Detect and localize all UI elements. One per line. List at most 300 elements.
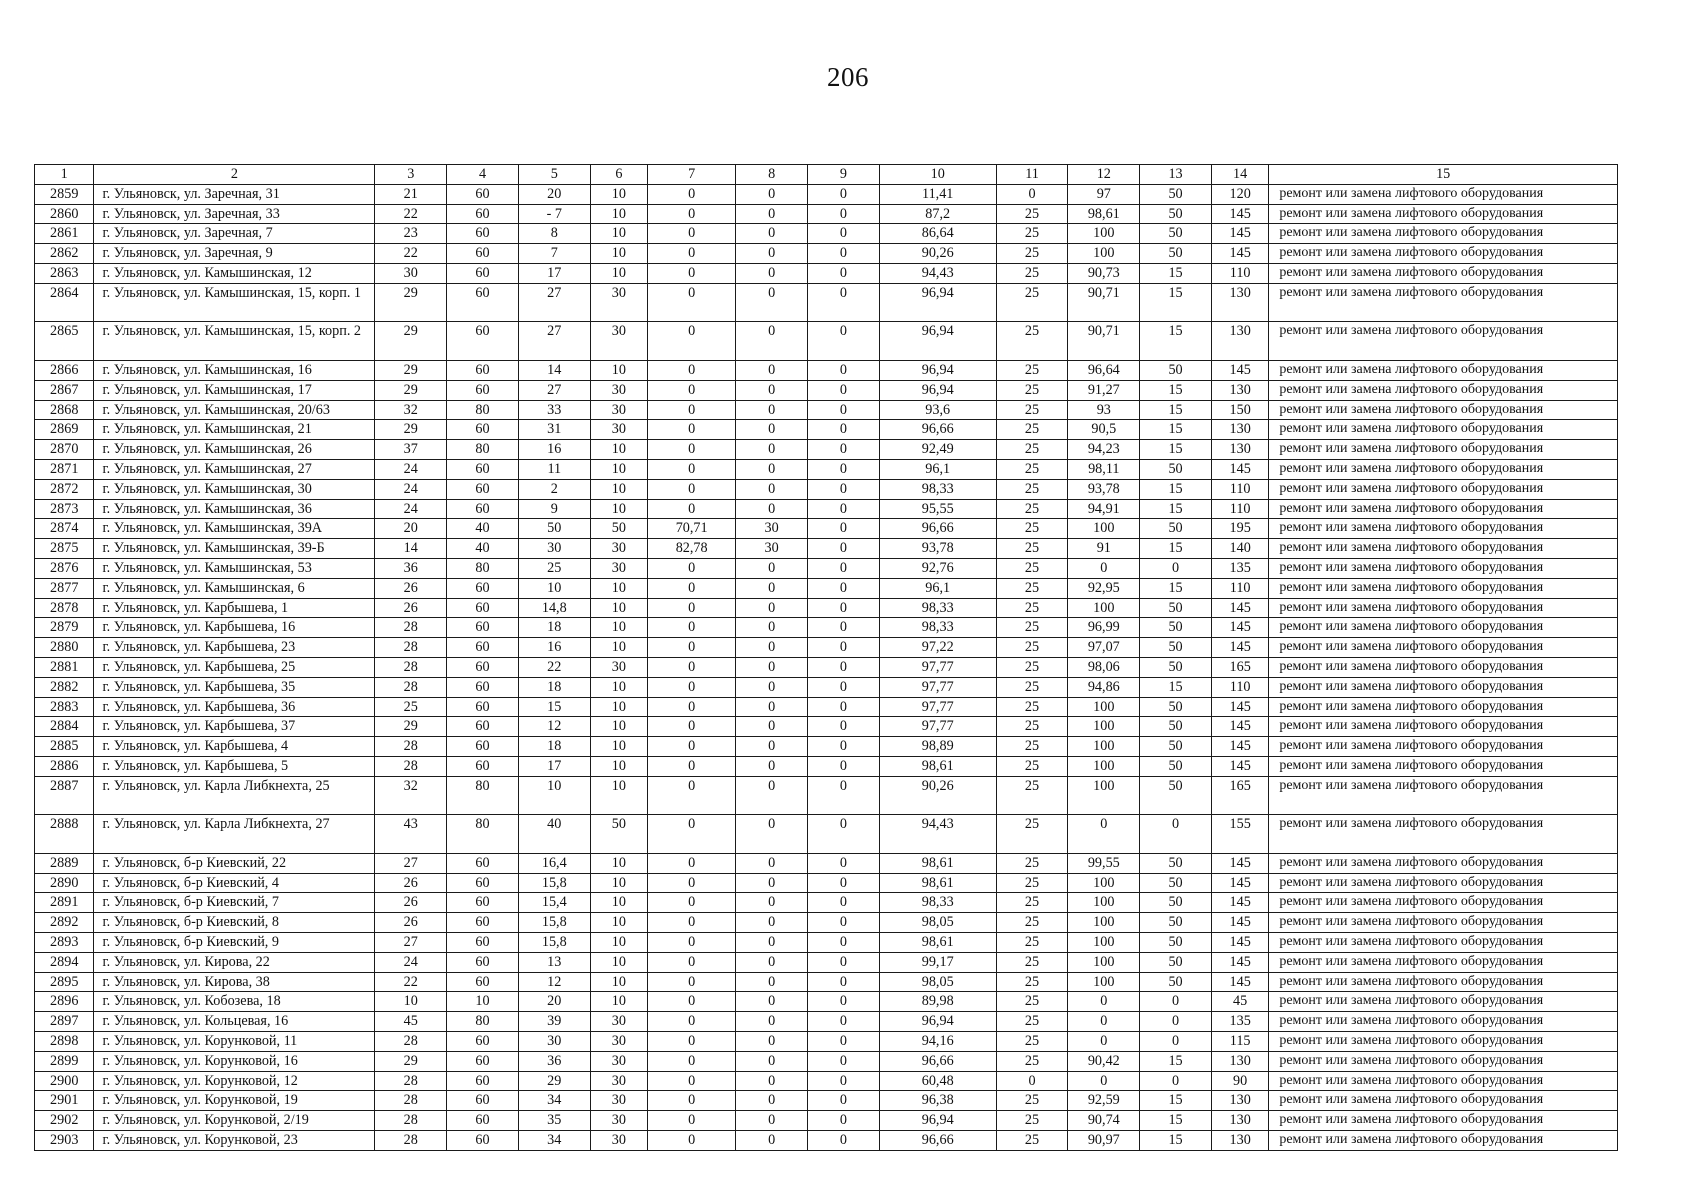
value-cell: 110	[1211, 578, 1268, 598]
address-cell: г. Ульяновск, ул. Карбышева, 1	[94, 598, 375, 618]
value-cell: 94,86	[1068, 677, 1140, 697]
value-cell: 25	[996, 1131, 1068, 1151]
value-cell: 0	[808, 992, 880, 1012]
value-cell: 0	[808, 1012, 880, 1032]
value-cell: 130	[1211, 440, 1268, 460]
value-cell: 0	[648, 853, 736, 873]
value-cell: 10	[590, 677, 647, 697]
row-number-cell: 2894	[35, 952, 94, 972]
value-cell: 145	[1211, 933, 1268, 953]
value-cell: 30	[590, 400, 647, 420]
value-cell: 10	[590, 893, 647, 913]
address-cell: г. Ульяновск, ул. Карбышева, 35	[94, 677, 375, 697]
address-cell: г. Ульяновск, ул. Корунковой, 12	[94, 1071, 375, 1091]
table-row	[35, 853, 1618, 873]
value-cell: 60,48	[879, 1071, 996, 1091]
address-cell: г. Ульяновск, ул. Камышинская, 27	[94, 459, 375, 479]
value-cell: 2	[518, 479, 590, 499]
value-cell: 0	[808, 558, 880, 578]
value-cell: 145	[1211, 717, 1268, 737]
work-type-cell: ремонт или замена лифтового оборудования	[1269, 479, 1618, 499]
work-type-cell: ремонт или замена лифтового оборудования	[1269, 1032, 1618, 1052]
value-cell: 0	[736, 598, 808, 618]
header-cell: 9	[808, 165, 880, 185]
value-cell: 10	[590, 638, 647, 658]
value-cell: 145	[1211, 459, 1268, 479]
value-cell: 28	[375, 618, 447, 638]
value-cell: 60	[447, 479, 519, 499]
value-cell: 110	[1211, 677, 1268, 697]
value-cell: 30	[590, 283, 647, 322]
value-cell: 0	[648, 815, 736, 854]
value-cell: 0	[648, 677, 736, 697]
value-cell: 26	[375, 873, 447, 893]
value-cell: 15	[1140, 479, 1212, 499]
value-cell: 10	[590, 598, 647, 618]
value-cell: 97,77	[879, 717, 996, 737]
work-type-cell: ремонт или замена лифтового оборудования	[1269, 420, 1618, 440]
value-cell: 120	[1211, 184, 1268, 204]
value-cell: 0	[736, 400, 808, 420]
value-cell: 30	[590, 1131, 647, 1151]
value-cell: 96,64	[1068, 360, 1140, 380]
address-cell: г. Ульяновск, ул. Карбышева, 37	[94, 717, 375, 737]
value-cell: 60	[447, 224, 519, 244]
value-cell: 60	[447, 873, 519, 893]
row-number-cell: 2876	[35, 558, 94, 578]
value-cell: 25	[996, 224, 1068, 244]
value-cell: 0	[808, 360, 880, 380]
value-cell: 97,22	[879, 638, 996, 658]
value-cell: 130	[1211, 380, 1268, 400]
value-cell: 40	[518, 815, 590, 854]
value-cell: 24	[375, 479, 447, 499]
work-type-cell: ремонт или замена лифтового оборудования	[1269, 558, 1618, 578]
value-cell: 0	[648, 697, 736, 717]
value-cell: 10	[518, 578, 590, 598]
value-cell: 90	[1211, 1071, 1268, 1091]
value-cell: 0	[1068, 815, 1140, 854]
value-cell: 0	[996, 1071, 1068, 1091]
header-cell: 11	[996, 165, 1068, 185]
value-cell: 28	[375, 638, 447, 658]
value-cell: 0	[808, 717, 880, 737]
value-cell: 96,66	[879, 420, 996, 440]
value-cell: 0	[736, 952, 808, 972]
value-cell: 93	[1068, 400, 1140, 420]
value-cell: 27	[375, 933, 447, 953]
table-row	[35, 479, 1618, 499]
value-cell: 26	[375, 578, 447, 598]
value-cell: 145	[1211, 244, 1268, 264]
value-cell: 0	[736, 578, 808, 598]
value-cell: 0	[736, 717, 808, 737]
value-cell: 34	[518, 1131, 590, 1151]
value-cell: 0	[648, 1012, 736, 1032]
value-cell: 96,1	[879, 459, 996, 479]
value-cell: 0	[736, 440, 808, 460]
value-cell: 28	[375, 1071, 447, 1091]
value-cell: 25	[996, 499, 1068, 519]
value-cell: 0	[736, 776, 808, 815]
address-cell: г. Ульяновск, ул. Кобозева, 18	[94, 992, 375, 1012]
value-cell: 96,1	[879, 578, 996, 598]
table-row	[35, 756, 1618, 776]
value-cell: 30	[736, 539, 808, 559]
value-cell: 25	[996, 873, 1068, 893]
table-row	[35, 697, 1618, 717]
value-cell: 145	[1211, 952, 1268, 972]
value-cell: 100	[1068, 913, 1140, 933]
work-type-cell: ремонт или замена лифтового оборудования	[1269, 400, 1618, 420]
value-cell: 100	[1068, 224, 1140, 244]
value-cell: 0	[808, 380, 880, 400]
value-cell: 94,43	[879, 815, 996, 854]
work-type-cell: ремонт или замена лифтового оборудования	[1269, 184, 1618, 204]
value-cell: 0	[736, 992, 808, 1012]
value-cell: 145	[1211, 360, 1268, 380]
value-cell: 24	[375, 499, 447, 519]
work-type-cell: ремонт или замена лифтового оборудования	[1269, 440, 1618, 460]
row-number-cell: 2880	[35, 638, 94, 658]
row-number-cell: 2867	[35, 380, 94, 400]
page-number: 206	[827, 62, 869, 92]
value-cell: 140	[1211, 539, 1268, 559]
value-cell: 0	[736, 677, 808, 697]
address-cell: г. Ульяновск, ул. Камышинская, 6	[94, 578, 375, 598]
work-type-cell: ремонт или замена лифтового оборудования	[1269, 204, 1618, 224]
table-row	[35, 380, 1618, 400]
address-cell: г. Ульяновск, ул. Камышинская, 15, корп. 1	[94, 283, 375, 322]
value-cell: 100	[1068, 972, 1140, 992]
value-cell: 50	[1140, 776, 1212, 815]
value-cell: 25	[996, 244, 1068, 264]
value-cell: 145	[1211, 972, 1268, 992]
value-cell: 0	[808, 893, 880, 913]
value-cell: 135	[1211, 1012, 1268, 1032]
value-cell: 33	[518, 400, 590, 420]
value-cell: 0	[736, 1012, 808, 1032]
value-cell: 50	[1140, 224, 1212, 244]
value-cell: 0	[736, 263, 808, 283]
value-cell: 24	[375, 952, 447, 972]
value-cell: 50	[518, 519, 590, 539]
address-cell: г. Ульяновск, ул. Корунковой, 2/19	[94, 1111, 375, 1131]
value-cell: 60	[447, 853, 519, 873]
value-cell: 92,95	[1068, 578, 1140, 598]
value-cell: 0	[648, 283, 736, 322]
value-cell: 145	[1211, 893, 1268, 913]
work-type-cell: ремонт или замена лифтового оборудования	[1269, 1012, 1618, 1032]
value-cell: 10	[590, 224, 647, 244]
value-cell: 50	[1140, 204, 1212, 224]
address-cell: г. Ульяновск, ул. Заречная, 33	[94, 204, 375, 224]
row-number-cell: 2900	[35, 1071, 94, 1091]
row-number-cell: 2875	[35, 539, 94, 559]
work-type-cell: ремонт или замена лифтового оборудования	[1269, 853, 1618, 873]
value-cell: 0	[736, 184, 808, 204]
value-cell: 25	[996, 539, 1068, 559]
value-cell: 60	[447, 283, 519, 322]
value-cell: 165	[1211, 776, 1268, 815]
work-type-cell: ремонт или замена лифтового оборудования	[1269, 598, 1618, 618]
value-cell: 50	[1140, 519, 1212, 539]
value-cell: 60	[447, 1032, 519, 1052]
work-type-cell: ремонт или замена лифтового оборудования	[1269, 952, 1618, 972]
value-cell: 25	[996, 578, 1068, 598]
value-cell: 0	[736, 1091, 808, 1111]
value-cell: 80	[447, 1012, 519, 1032]
row-number-cell: 2882	[35, 677, 94, 697]
value-cell: 25	[996, 400, 1068, 420]
row-number-cell: 2899	[35, 1051, 94, 1071]
value-cell: 30	[590, 657, 647, 677]
value-cell: 130	[1211, 1131, 1268, 1151]
value-cell: 30	[518, 1032, 590, 1052]
value-cell: 30	[590, 1071, 647, 1091]
value-cell: 50	[1140, 972, 1212, 992]
value-cell: 0	[808, 913, 880, 933]
value-cell: 96,94	[879, 380, 996, 400]
value-cell: 60	[447, 893, 519, 913]
value-cell: 10	[590, 737, 647, 757]
value-cell: 0	[736, 737, 808, 757]
row-number-cell: 2889	[35, 853, 94, 873]
value-cell: 98,33	[879, 618, 996, 638]
table-row	[35, 1051, 1618, 1071]
value-cell: 100	[1068, 717, 1140, 737]
value-cell: 22	[375, 204, 447, 224]
value-cell: 18	[518, 737, 590, 757]
value-cell: 60	[447, 952, 519, 972]
value-cell: 60	[447, 697, 519, 717]
value-cell: 145	[1211, 737, 1268, 757]
value-cell: 0	[648, 1091, 736, 1111]
value-cell: 0	[736, 913, 808, 933]
value-cell: 36	[375, 558, 447, 578]
value-cell: 0	[1068, 1012, 1140, 1032]
value-cell: 0	[648, 893, 736, 913]
value-cell: 91	[1068, 539, 1140, 559]
value-cell: 96,99	[1068, 618, 1140, 638]
value-cell: 15	[1140, 440, 1212, 460]
value-cell: 25	[996, 204, 1068, 224]
value-cell: 0	[736, 893, 808, 913]
address-cell: г. Ульяновск, б-р Киевский, 8	[94, 913, 375, 933]
value-cell: 0	[808, 539, 880, 559]
value-cell: 0	[808, 776, 880, 815]
value-cell: 15,4	[518, 893, 590, 913]
value-cell: 50	[1140, 638, 1212, 658]
value-cell: 15	[1140, 539, 1212, 559]
value-cell: 22	[375, 972, 447, 992]
value-cell: 90,74	[1068, 1111, 1140, 1131]
work-type-cell: ремонт или замена лифтового оборудования	[1269, 638, 1618, 658]
value-cell: 10	[590, 459, 647, 479]
value-cell: 60	[447, 380, 519, 400]
value-cell: 155	[1211, 815, 1268, 854]
value-cell: 29	[375, 1051, 447, 1071]
value-cell: 80	[447, 440, 519, 460]
row-number-cell: 2885	[35, 737, 94, 757]
table-row	[35, 1091, 1618, 1111]
header-cell: 8	[736, 165, 808, 185]
value-cell: 50	[1140, 657, 1212, 677]
value-cell: 0	[808, 873, 880, 893]
value-cell: 28	[375, 1091, 447, 1111]
value-cell: 90,73	[1068, 263, 1140, 283]
value-cell: 23	[375, 224, 447, 244]
table-row	[35, 1111, 1618, 1131]
value-cell: 60	[447, 657, 519, 677]
value-cell: 100	[1068, 952, 1140, 972]
address-cell: г. Ульяновск, ул. Карбышева, 23	[94, 638, 375, 658]
value-cell: 0	[648, 244, 736, 264]
value-cell: 145	[1211, 598, 1268, 618]
address-cell: г. Ульяновск, ул. Кольцевая, 16	[94, 1012, 375, 1032]
value-cell: 130	[1211, 1111, 1268, 1131]
value-cell: 165	[1211, 657, 1268, 677]
value-cell: 60	[447, 598, 519, 618]
value-cell: 10	[590, 933, 647, 953]
value-cell: 97,77	[879, 697, 996, 717]
row-number-cell: 2897	[35, 1012, 94, 1032]
table-row	[35, 952, 1618, 972]
value-cell: 25	[996, 598, 1068, 618]
value-cell: 0	[808, 657, 880, 677]
value-cell: 115	[1211, 1032, 1268, 1052]
value-cell: 15	[1140, 578, 1212, 598]
value-cell: 60	[447, 244, 519, 264]
value-cell: 91,27	[1068, 380, 1140, 400]
value-cell: 15,8	[518, 933, 590, 953]
value-cell: 93,6	[879, 400, 996, 420]
header-cell: 13	[1140, 165, 1212, 185]
value-cell: 130	[1211, 420, 1268, 440]
value-cell: 98,05	[879, 913, 996, 933]
address-cell: г. Ульяновск, ул. Камышинская, 39-Б	[94, 539, 375, 559]
value-cell: 25	[996, 1091, 1068, 1111]
table-row	[35, 539, 1618, 559]
value-cell: 0	[808, 244, 880, 264]
value-cell: 27	[375, 853, 447, 873]
value-cell: 25	[996, 1111, 1068, 1131]
value-cell: 12	[518, 972, 590, 992]
value-cell: 0	[736, 873, 808, 893]
value-cell: 0	[648, 952, 736, 972]
address-cell: г. Ульяновск, ул. Заречная, 31	[94, 184, 375, 204]
work-type-cell: ремонт или замена лифтового оборудования	[1269, 1111, 1618, 1131]
value-cell: 60	[447, 1051, 519, 1071]
value-cell: 25	[996, 519, 1068, 539]
header-cell: 3	[375, 165, 447, 185]
value-cell: 86,64	[879, 224, 996, 244]
value-cell: 50	[1140, 952, 1212, 972]
value-cell: 97	[1068, 184, 1140, 204]
value-cell: 50	[1140, 756, 1212, 776]
value-cell: 0	[648, 776, 736, 815]
row-number-cell: 2888	[35, 815, 94, 854]
value-cell: 96,94	[879, 360, 996, 380]
value-cell: 15	[1140, 677, 1212, 697]
value-cell: 25	[996, 776, 1068, 815]
value-cell: 25	[996, 283, 1068, 322]
address-cell: г. Ульяновск, ул. Камышинская, 17	[94, 380, 375, 400]
value-cell: 10	[590, 697, 647, 717]
value-cell: 0	[648, 737, 736, 757]
header-cell: 2	[94, 165, 375, 185]
value-cell: 11	[518, 459, 590, 479]
address-cell: г. Ульяновск, ул. Камышинская, 12	[94, 263, 375, 283]
value-cell: 18	[518, 677, 590, 697]
value-cell: 20	[518, 992, 590, 1012]
value-cell: 50	[1140, 618, 1212, 638]
table-row	[35, 1012, 1618, 1032]
value-cell: 15,8	[518, 913, 590, 933]
table-row	[35, 677, 1618, 697]
value-cell: 0	[736, 459, 808, 479]
value-cell: 110	[1211, 479, 1268, 499]
value-cell: 50	[1140, 893, 1212, 913]
address-cell: г. Ульяновск, ул. Корунковой, 19	[94, 1091, 375, 1111]
table-row	[35, 933, 1618, 953]
value-cell: 25	[996, 420, 1068, 440]
row-number-cell: 2866	[35, 360, 94, 380]
address-cell: г. Ульяновск, ул. Заречная, 7	[94, 224, 375, 244]
value-cell: 50	[1140, 697, 1212, 717]
work-type-cell: ремонт или замена лифтового оборудования	[1269, 972, 1618, 992]
value-cell: 0	[808, 519, 880, 539]
row-number-cell: 2883	[35, 697, 94, 717]
value-cell: 0	[808, 1091, 880, 1111]
value-cell: 92,59	[1068, 1091, 1140, 1111]
work-type-cell: ремонт или замена лифтового оборудования	[1269, 360, 1618, 380]
value-cell: 29	[375, 380, 447, 400]
value-cell: 24	[375, 459, 447, 479]
header-cell: 4	[447, 165, 519, 185]
value-cell: 60	[447, 717, 519, 737]
value-cell: 25	[996, 815, 1068, 854]
value-cell: 30	[590, 1091, 647, 1111]
value-cell: 89,98	[879, 992, 996, 1012]
value-cell: 0	[808, 638, 880, 658]
value-cell: 0	[736, 420, 808, 440]
value-cell: 0	[1140, 815, 1212, 854]
value-cell: 96,94	[879, 1111, 996, 1131]
value-cell: 14	[375, 539, 447, 559]
value-cell: 0	[736, 380, 808, 400]
value-cell: 50	[1140, 360, 1212, 380]
value-cell: 25	[996, 440, 1068, 460]
value-cell: 0	[648, 499, 736, 519]
value-cell: 145	[1211, 224, 1268, 244]
value-cell: 145	[1211, 204, 1268, 224]
work-type-cell: ремонт или замена лифтового оборудования	[1269, 539, 1618, 559]
header-cell: 10	[879, 165, 996, 185]
value-cell: 145	[1211, 873, 1268, 893]
header-cell: 12	[1068, 165, 1140, 185]
value-cell: 92,49	[879, 440, 996, 460]
value-cell: 100	[1068, 873, 1140, 893]
value-cell: 30	[590, 1032, 647, 1052]
table-row	[35, 184, 1618, 204]
value-cell: 0	[736, 853, 808, 873]
work-type-cell: ремонт или замена лифтового оборудования	[1269, 1091, 1618, 1111]
address-cell: г. Ульяновск, ул. Кирова, 22	[94, 952, 375, 972]
value-cell: 98,05	[879, 972, 996, 992]
value-cell: 25	[996, 1032, 1068, 1052]
work-type-cell: ремонт или замена лифтового оборудования	[1269, 499, 1618, 519]
